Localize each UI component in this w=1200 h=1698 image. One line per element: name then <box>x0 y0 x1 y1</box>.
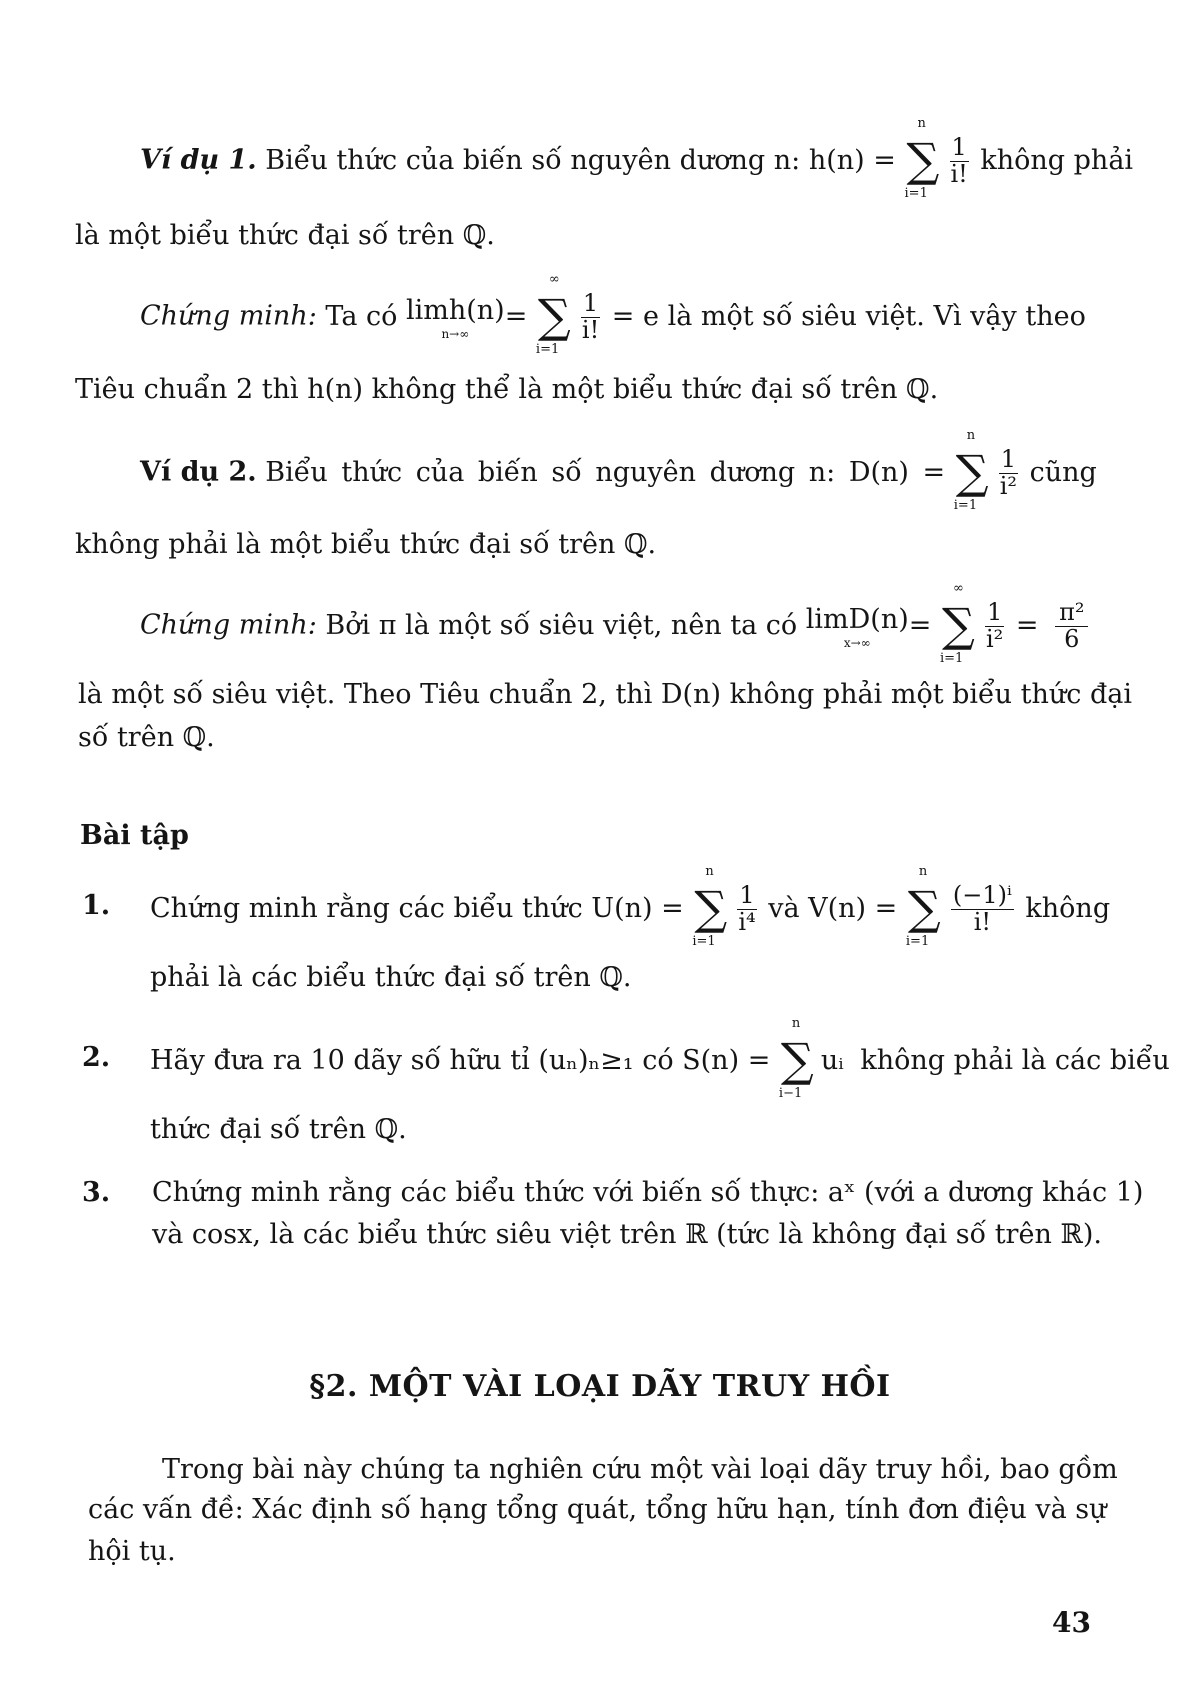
frac-numerator: 1 <box>951 133 967 162</box>
frac-numerator: (−1)ⁱ <box>952 881 1012 910</box>
frac-denominator: i! <box>581 315 600 344</box>
sum-upper: ∞ <box>952 581 964 596</box>
example2-fraction <box>999 447 1018 498</box>
section-paragraph-line1: Trong bài này chúng ta nghiên cứu một vài loại dãy truy hồi, bao gồm <box>162 1454 1118 1485</box>
exercise1-fraction2 <box>951 883 1014 934</box>
proof1-line1 <box>140 272 1086 358</box>
example1-text-before: Biểu thức của biến số nguyên dương n: h(n) = <box>265 145 896 177</box>
exercise2-sum: n ∑ i−1 <box>778 1016 814 1101</box>
example2-label: Ví dụ 2. <box>140 456 257 488</box>
exercise2-number: 2. <box>82 1042 111 1073</box>
sum-upper: n <box>705 864 714 879</box>
sum-lower: i=1 <box>904 186 928 201</box>
proof2-fraction-pi <box>1055 600 1088 651</box>
exercise2-text-before: Hãy đưa ra 10 dãy số hữu tỉ (uₙ)ₙ≥₁ có S(n) = <box>150 1045 771 1077</box>
exercise2-term: uᵢ <box>820 1045 844 1077</box>
frac-numerator: 1 <box>1000 445 1017 474</box>
frac-numerator: 1 <box>582 289 599 318</box>
sum-lower: i=1 <box>535 342 560 357</box>
sum-lower: i=1 <box>692 934 716 949</box>
sum-upper: n <box>918 864 928 879</box>
limit-subscript: x→∞ <box>843 636 871 650</box>
proof1-fraction <box>581 291 600 342</box>
frac-denominator: 6 <box>1064 624 1080 653</box>
exercise1-mid: và V(n) = <box>768 893 898 925</box>
frac-numerator: 1 <box>986 598 1003 627</box>
proof1-line2: Tiêu chuẩn 2 thì h(n) không thể là một biểu thức đại số trên ℚ. <box>75 374 939 405</box>
sum-upper: n <box>966 428 976 443</box>
proof1-text-after: = e là một số siêu việt. Vì vậy theo <box>611 301 1086 333</box>
example1-sum: n ∑ i=1 <box>904 116 940 201</box>
sum-lower: i=1 <box>939 651 964 666</box>
frac-denominator: i² <box>999 471 1018 500</box>
frac-denominator: i! <box>973 907 992 936</box>
sum-lower: i=1 <box>953 498 978 513</box>
example1-text-after: không phải <box>980 145 1134 177</box>
proof2-fraction <box>985 600 1004 651</box>
sum-upper: n <box>791 1016 801 1031</box>
exercise3-number: 3. <box>82 1177 111 1208</box>
frac-numerator: 1 <box>739 881 755 910</box>
exercises-heading: Bài tập <box>80 820 189 851</box>
section-title: §2. MỘT VÀI LOẠI DÃY TRUY HỒI <box>309 1369 891 1404</box>
frac-denominator: i! <box>950 159 968 188</box>
sum-lower: i=1 <box>905 934 930 949</box>
frac-denominator: i² <box>985 624 1004 653</box>
exercise1-text-after: không <box>1025 893 1111 925</box>
frac-numerator: π² <box>1055 600 1088 626</box>
proof1-text-before: Ta có <box>325 301 398 333</box>
frac-denominator: i⁴ <box>738 907 756 936</box>
exercise3-line1: Chứng minh rằng các biểu thức với biến số thực: aˣ (với a dương khác 1) <box>152 1177 1144 1208</box>
proof2-line1 <box>140 581 1091 667</box>
equals-sign: = <box>908 610 932 642</box>
proof2-line3: số trên ℚ. <box>78 722 215 753</box>
proof1-label: Chứng minh: <box>140 300 317 332</box>
exercise3-line2: và cosx, là các biểu thức siêu việt trên ℝ (tức là không đại số trên ℝ). <box>152 1219 1102 1250</box>
proof2-line2: là một số siêu việt. Theo Tiêu chuẩn 2, thì D(n) không phải một biểu thức đại <box>78 679 1132 710</box>
exercise1-text-before: Chứng minh rằng các biểu thức U(n) = <box>150 893 684 925</box>
section-paragraph-line2: các vấn đề: Xác định số hạng tổng quát, tổng hữu hạn, tính đơn điệu và sự <box>88 1494 1107 1525</box>
proof1-limit <box>406 289 505 345</box>
proof2-sum: ∞ ∑ i=1 <box>939 581 975 666</box>
sum-lower: i−1 <box>778 1086 803 1101</box>
example2-sum: n ∑ i=1 <box>953 428 989 513</box>
page-number: 43 <box>1052 1606 1091 1639</box>
example1-label: Ví dụ 1. <box>140 144 257 176</box>
limit-expression: limh(n) <box>405 295 505 326</box>
example1-fraction <box>950 135 969 186</box>
exercise2-line2: thức đại số trên ℚ. <box>150 1114 407 1145</box>
sum-upper: n <box>917 116 926 131</box>
example2-line2: không phải là một biểu thức đại số trên ℚ. <box>75 529 657 560</box>
proof2-limit <box>806 598 909 654</box>
equals-sign: = <box>1015 610 1039 642</box>
exercise1-sum1: n ∑ i=1 <box>692 864 728 949</box>
equals-sign: = <box>504 301 528 333</box>
limit-expression: limD(n) <box>805 604 909 635</box>
exercise1-sum2: n ∑ i=1 <box>905 864 941 949</box>
proof2-label: Chứng minh: <box>140 609 317 641</box>
example2-text-after: cũng <box>1029 457 1097 489</box>
exercise2-line1 <box>150 1016 1170 1102</box>
proof1-sum: ∞ ∑ i=1 <box>535 272 571 357</box>
exercise1-number: 1. <box>82 890 111 921</box>
exercise1-fraction1 <box>737 883 756 934</box>
example2-text-before: Biểu thức của biến số nguyên dương n: D(n) = <box>265 457 946 489</box>
example1-line2: là một biểu thức đại số trên ℚ. <box>75 220 495 251</box>
sum-upper: ∞ <box>548 272 560 287</box>
exercise1-line2: phải là các biểu thức đại số trên ℚ. <box>150 962 632 993</box>
example1-line1 <box>140 116 1134 202</box>
exercise2-text-after: không phải là các biểu <box>860 1045 1170 1077</box>
section-paragraph-line3: hội tụ. <box>88 1536 176 1567</box>
limit-subscript: n→∞ <box>441 327 470 341</box>
proof2-text-before: Bởi π là một số siêu việt, nên ta có <box>325 610 798 642</box>
exercise1-line1 <box>150 864 1111 950</box>
example2-line1 <box>140 428 1097 514</box>
